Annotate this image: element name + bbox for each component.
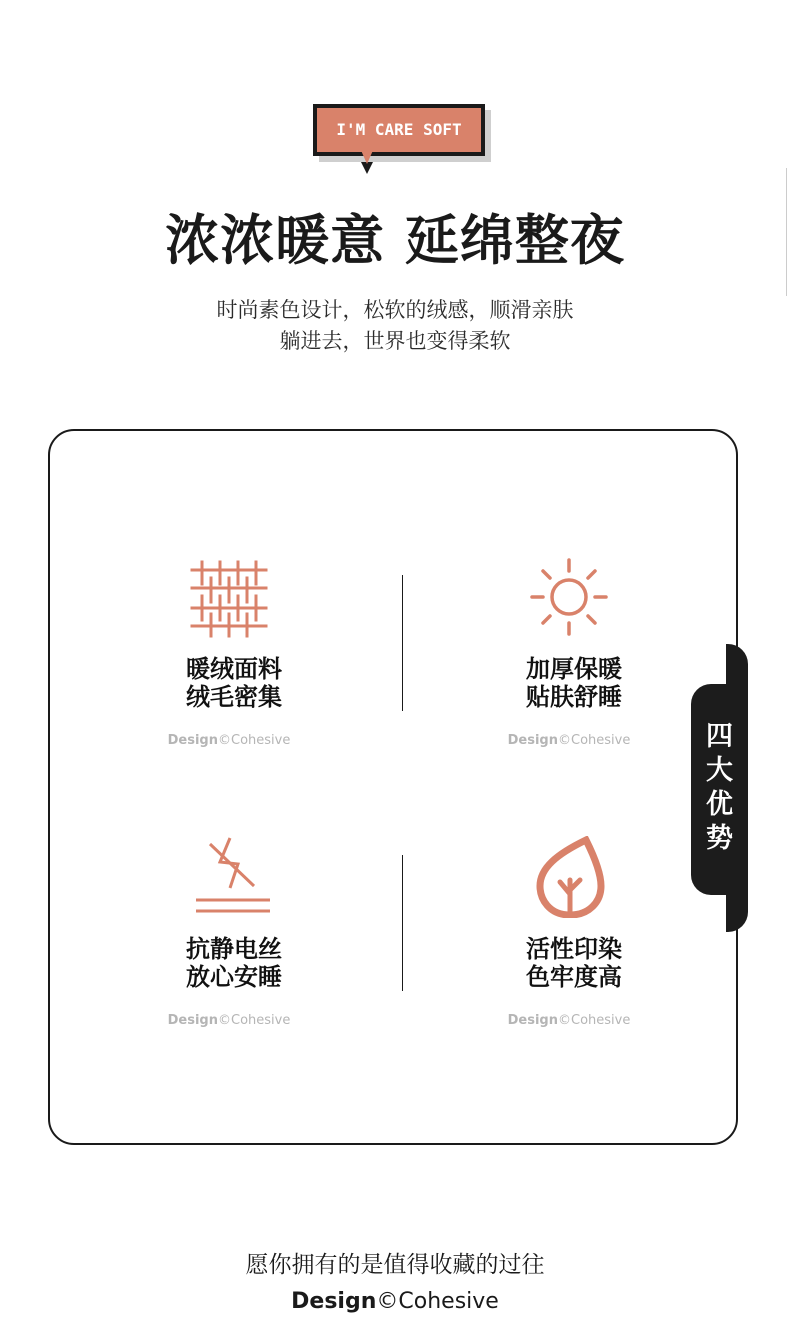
fabric-weave-icon: [190, 560, 268, 638]
side-tab-char: 四: [706, 721, 733, 752]
feature-4-title: 活性印染 色牢度高: [526, 935, 622, 991]
footer-tagline: 愿你拥有的是值得收藏的过往: [245, 1252, 545, 1278]
bubble-body: [313, 104, 485, 156]
feature-2-title: 加厚保暖 贴肤舒睡: [526, 655, 622, 711]
feature-1-credit: Design©Cohesive: [167, 733, 291, 748]
feature-1-title: 暖绒面料 绒毛密集: [186, 655, 282, 711]
speech-bubble-badge: [309, 102, 484, 177]
edge-divider: [786, 168, 787, 296]
headline: 浓浓暖意 延绵整夜: [165, 209, 625, 272]
anti-static-bolt-icon: [192, 836, 272, 916]
sun-icon: [530, 558, 608, 636]
feature-2-credit: Design©Cohesive: [507, 733, 631, 748]
footer-credit: Design©Cohesive: [291, 1289, 499, 1314]
side-tab-char: 优: [706, 789, 733, 820]
side-tab-top-notch: [726, 644, 748, 688]
feature-divider-top: [402, 575, 403, 711]
feature-4-credit: Design©Cohesive: [507, 1013, 631, 1028]
badge-text: I'M CARE SOFT: [336, 120, 462, 139]
feature-3-credit: Design©Cohesive: [167, 1013, 291, 1028]
side-tab-char: 大: [706, 755, 733, 786]
side-tab-bottom-notch: [726, 890, 748, 932]
side-tab-label: [691, 720, 748, 856]
feature-divider-bottom: [402, 855, 403, 991]
side-tab-label-text: [691, 720, 748, 856]
subtitle-line-1: 时尚素色设计，松软的绒感，顺滑亲肤: [216, 298, 574, 322]
subtitle-line-2: 躺进去，世界也变得柔软: [279, 329, 511, 353]
side-tab-char: 势: [706, 823, 733, 854]
leaf-icon: [535, 836, 605, 918]
feature-3-title: 抗静电丝 放心安睡: [186, 935, 282, 991]
features-card: [48, 429, 738, 1145]
